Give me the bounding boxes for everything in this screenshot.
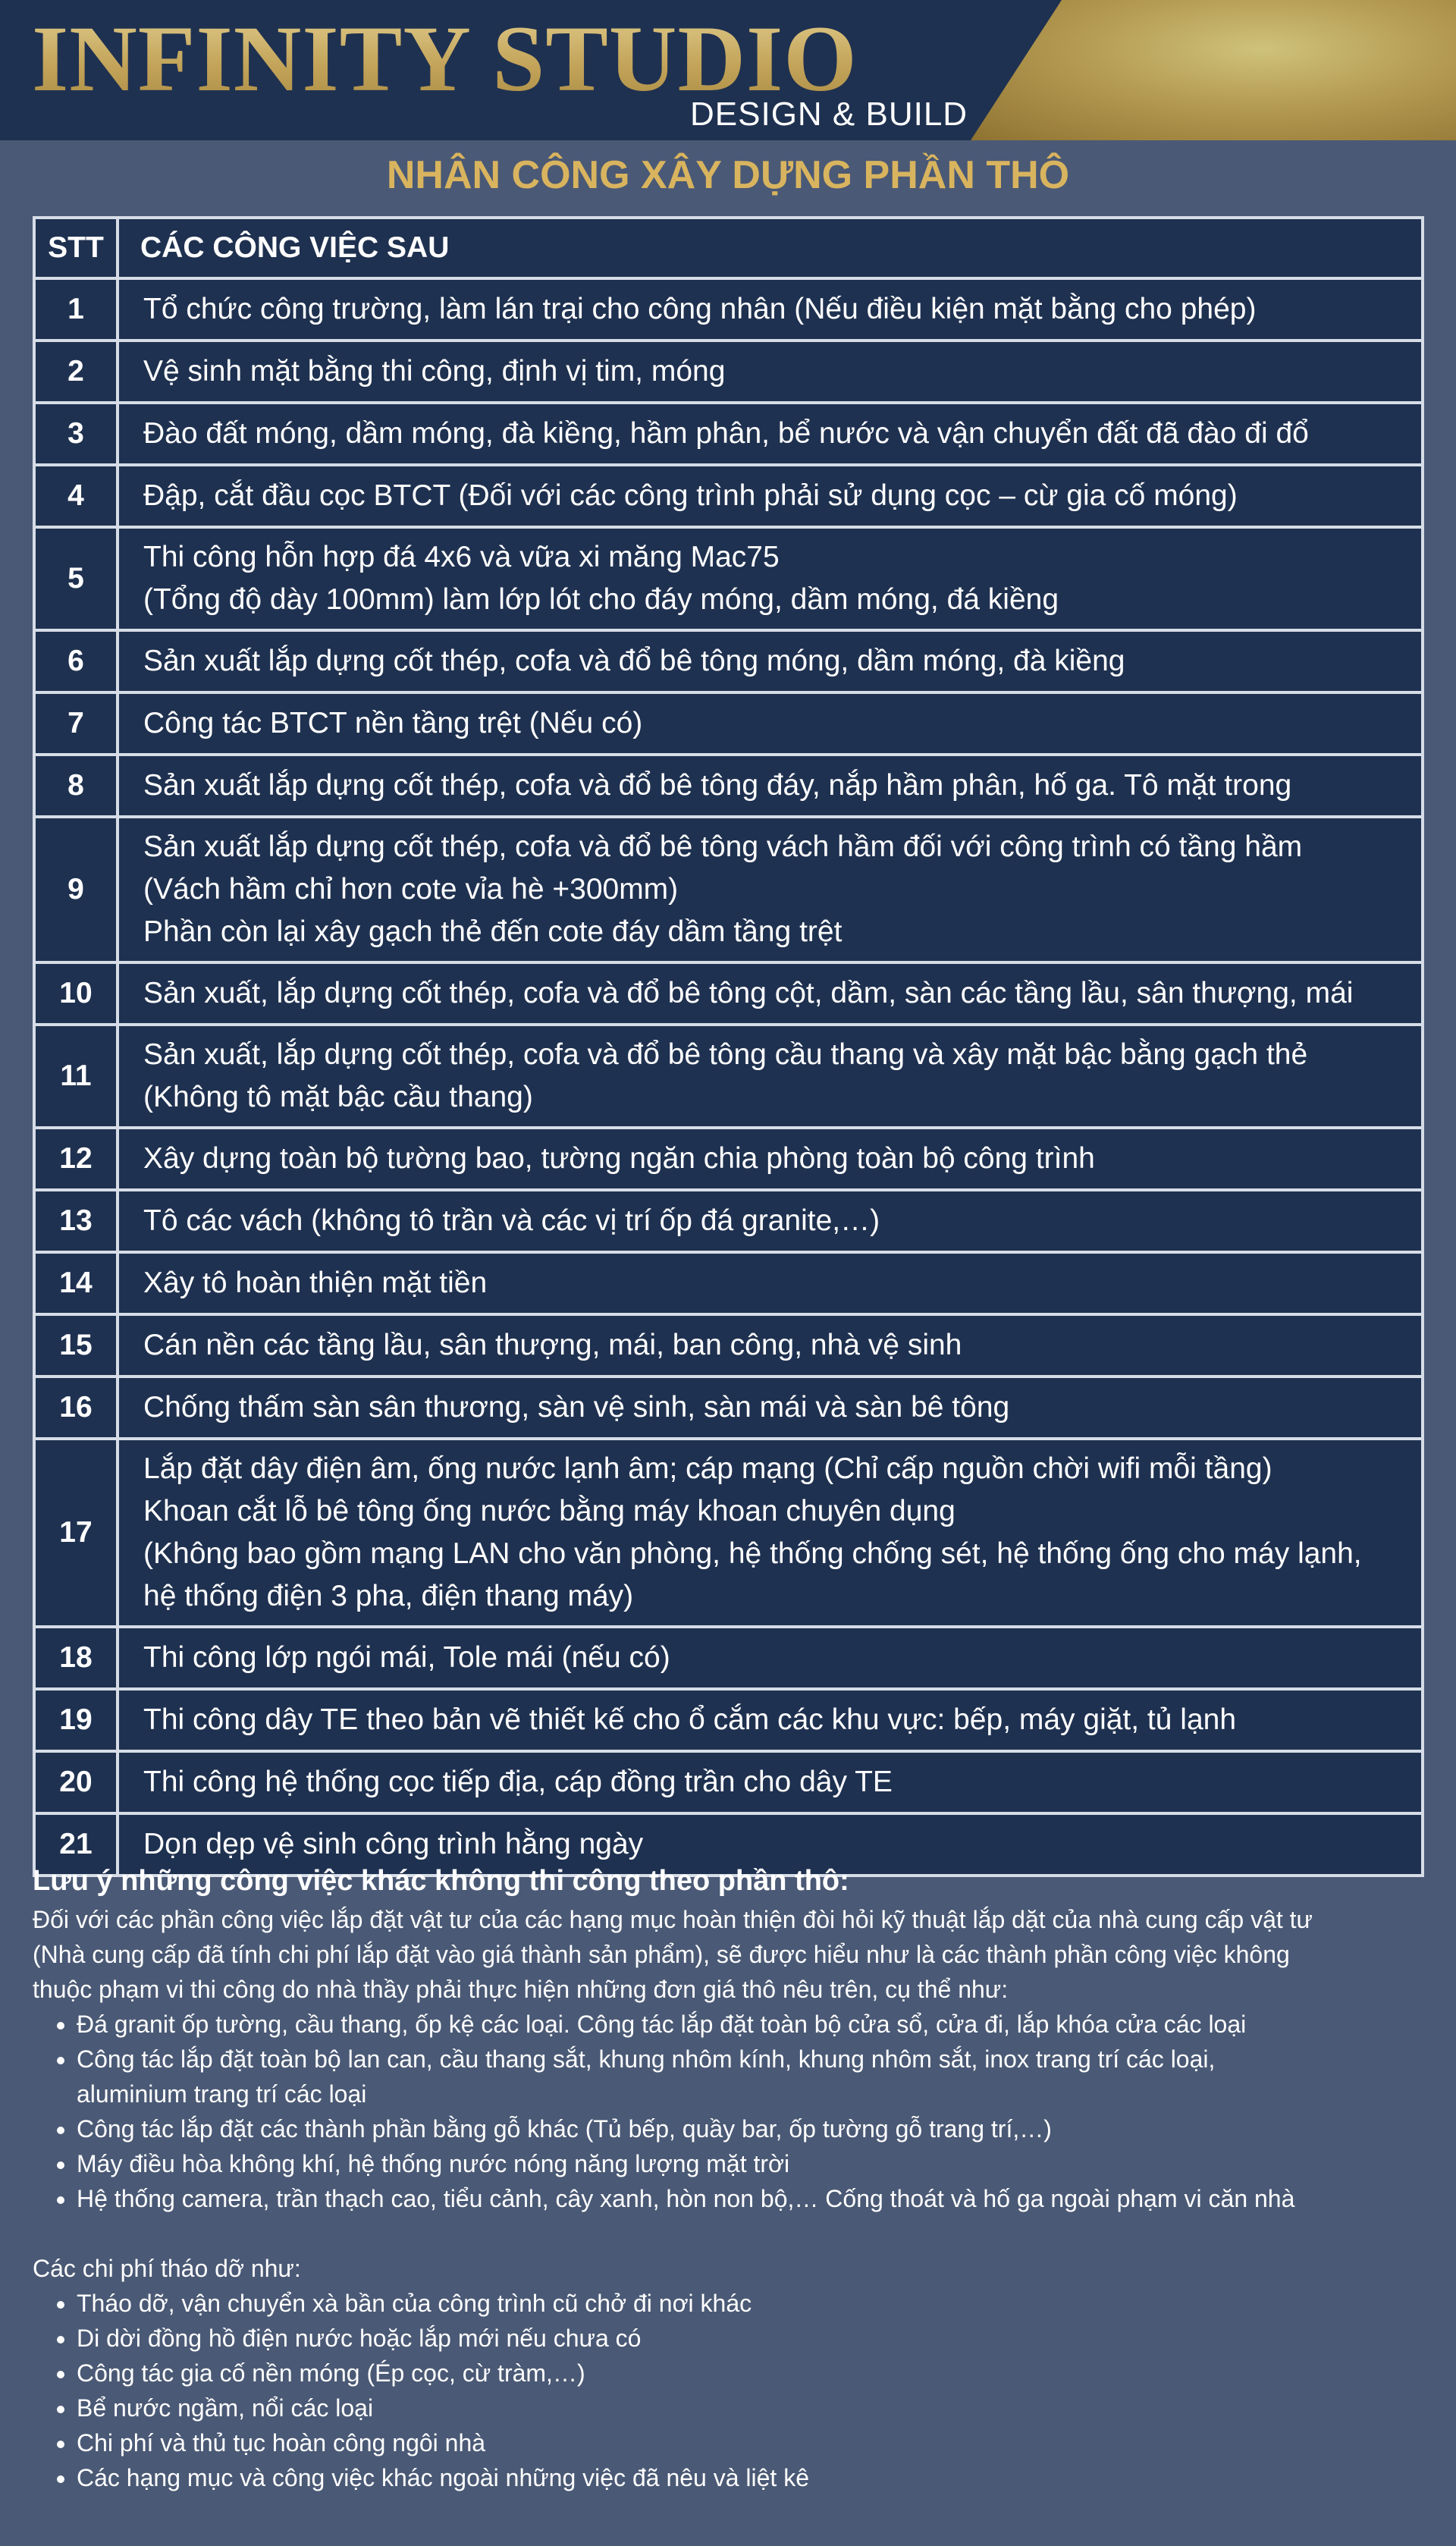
row-number: 13 xyxy=(34,1190,118,1252)
brand-subtitle: DESIGN & BUILD xyxy=(690,96,968,133)
work-line: Tổ chức công trường, làm lán trại cho công nhân (Nếu điều kiện mặt bằng cho phép) xyxy=(143,293,1257,325)
work-line: Lắp đặt dây điện âm, ống nước lạnh âm; cáp mạng (Chỉ cấp nguồn chời wifi mỗi tầng) xyxy=(143,1452,1272,1485)
header-work: CÁC CÔNG VIỆC SAU xyxy=(118,218,1423,278)
list-item: • Máy điều hòa không khí, hệ thống nước nóng năng lượng mặt trời xyxy=(77,2146,1428,2181)
table-row xyxy=(34,1314,1423,1377)
table-row xyxy=(34,755,1423,817)
row-number: 11 xyxy=(34,1025,118,1128)
row-number: 17 xyxy=(34,1439,118,1627)
row-number: 1 xyxy=(34,278,118,341)
notes-intro xyxy=(33,1902,1428,2007)
table-row xyxy=(34,527,1423,630)
list-item: • Chi phí và thủ tục hoàn công ngôi nhà xyxy=(77,2425,1428,2460)
row-number: 6 xyxy=(34,630,118,692)
row-work-description xyxy=(118,278,1423,341)
work-line: Sản xuất lắp dựng cốt thép, cofa và đổ bê tông móng, dầm móng, đà kiềng xyxy=(143,645,1125,677)
work-line: Chống thấm sàn sân thương, sàn vệ sinh, sàn mái và sàn bê tông xyxy=(143,1391,1010,1424)
work-line: (Không tô mặt bậc cầu thang) xyxy=(143,1081,533,1113)
row-work-description xyxy=(118,1025,1423,1128)
table-row xyxy=(34,692,1423,755)
work-line: Sản xuất lắp dựng cốt thép, cofa và đổ bê tông vách hầm đối với công trình có tầng hầm xyxy=(143,830,1303,863)
row-number: 19 xyxy=(34,1689,118,1751)
work-line: Thi công dây TE theo bản vẽ thiết kế cho ổ cắm các khu vực: bếp, máy giặt, tủ lạnh xyxy=(143,1703,1237,1736)
table-row xyxy=(34,1439,1423,1627)
row-work-description xyxy=(118,403,1423,465)
work-line: Đập, cắt đầu cọc BTCT (Đối với các công trình phải sử dụng cọc – cừ gia cố móng) xyxy=(143,479,1238,512)
row-number: 5 xyxy=(34,527,118,630)
table-row xyxy=(34,1252,1423,1314)
table-row xyxy=(34,1751,1423,1813)
row-number: 7 xyxy=(34,692,118,755)
table-row xyxy=(34,465,1423,527)
list-item: • Công tác lắp đặt toàn bộ lan can, cầu thang sắt, khung nhôm kính, khung nhôm sắt, inox trang trí các loại, aluminium trang trí các loại xyxy=(77,2042,1428,2111)
row-work-description xyxy=(118,630,1423,692)
row-work-description xyxy=(118,1439,1423,1627)
table-row xyxy=(34,1689,1423,1751)
work-line: Cán nền các tầng lầu, sân thượng, mái, ban công, nhà vệ sinh xyxy=(143,1329,962,1361)
work-line: Tô các vách (không tô trần và các vị trí ốp đá granite,…) xyxy=(143,1204,880,1237)
row-number: 9 xyxy=(34,817,118,962)
row-work-description xyxy=(118,1314,1423,1377)
list-item: • Hệ thống camera, trần thạch cao, tiểu cảnh, cây xanh, hòn non bộ,… Cống thoát và hố ga ngoài phạm vi căn nhà xyxy=(77,2181,1428,2216)
row-work-description xyxy=(118,1190,1423,1252)
table-row xyxy=(34,817,1423,962)
row-number: 14 xyxy=(34,1252,118,1314)
row-work-description xyxy=(118,1627,1423,1689)
work-line: hệ thống điện 3 pha, điện thang máy) xyxy=(143,1580,634,1612)
work-line: (Vách hầm chỉ hơn cote vỉa hè +300mm) xyxy=(143,873,679,906)
row-work-description xyxy=(118,1252,1423,1314)
list-item: • Tháo dỡ, vận chuyển xà bần của công trình cũ chở đi nơi khác xyxy=(77,2286,1428,2321)
row-work-description xyxy=(118,1751,1423,1813)
page-title: NHÂN CÔNG XÂY DỰNG PHẦN THÔ xyxy=(386,153,1070,197)
header-banner xyxy=(0,0,1456,140)
demolition-heading: Các chi phí tháo dỡ như: xyxy=(33,2255,301,2282)
work-line: Thi công hỗn hợp đá 4x6 và vữa xi măng Mac75 xyxy=(143,541,780,573)
work-line: Xây tô hoàn thiện mặt tiền xyxy=(143,1267,488,1299)
row-work-description xyxy=(118,692,1423,755)
work-line: Vệ sinh mặt bằng thi công, định vị tim, móng xyxy=(143,355,726,388)
work-line: Đào đất móng, dầm móng, đà kiềng, hầm phân, bể nước và vận chuyển đất đã đào đi đổ xyxy=(143,417,1309,450)
table-row xyxy=(34,630,1423,692)
row-number: 12 xyxy=(34,1128,118,1190)
work-line: Thi công lớp ngói mái, Tole mái (nếu có) xyxy=(143,1641,670,1674)
row-work-description xyxy=(118,341,1423,403)
list-item: • Công tác lắp đặt các thành phần bằng gỗ khác (Tủ bếp, quầy bar, ốp tường gỗ trang trí,…) xyxy=(77,2111,1428,2146)
row-work-description xyxy=(118,817,1423,962)
table-header-row xyxy=(34,218,1423,278)
work-line: Xây dựng toàn bộ tường bao, tường ngăn chia phòng toàn bộ công trình xyxy=(143,1142,1095,1175)
row-work-description xyxy=(118,755,1423,817)
row-work-description xyxy=(118,527,1423,630)
row-number: 10 xyxy=(34,962,118,1025)
works-table xyxy=(33,216,1424,1877)
list-item: • Bể nước ngầm, nổi các loại xyxy=(77,2391,1428,2425)
excluded-items-list xyxy=(33,2007,1428,2216)
work-line: Sản xuất, lắp dựng cốt thép, cofa và đổ bê tông cầu thang và xây mặt bậc bằng gạch thẻ xyxy=(143,1038,1308,1071)
row-work-description xyxy=(118,1128,1423,1190)
list-item: • Đá granit ốp tường, cầu thang, ốp kệ các loại. Công tác lắp đặt toàn bộ cửa sổ, cửa đi, lắp khóa cửa các loại xyxy=(77,2007,1428,2042)
list-item: • Công tác gia cố nền móng (Ép cọc, cừ tràm,…) xyxy=(77,2356,1428,2391)
work-line: Thi công hệ thống cọc tiếp địa, cáp đồng trần cho dây TE xyxy=(143,1766,893,1798)
gold-accent-shape xyxy=(971,0,1456,140)
work-line: (Không bao gồm mạng LAN cho văn phòng, hệ thống chống sét, hệ thống ống cho máy lạnh, xyxy=(143,1537,1362,1570)
work-line: Sản xuất lắp dựng cốt thép, cofa và đổ bê tông đáy, nắp hầm phân, hố ga. Tô mặt trong xyxy=(143,769,1292,802)
row-work-description xyxy=(118,1377,1423,1439)
work-line: (Tổng độ dày 100mm) làm lớp lót cho đáy móng, dầm móng, đá kiềng xyxy=(143,583,1059,616)
table-row xyxy=(34,1627,1423,1689)
table-row xyxy=(34,278,1423,341)
row-number: 20 xyxy=(34,1751,118,1813)
row-number: 15 xyxy=(34,1314,118,1377)
work-line: Sản xuất, lắp dựng cốt thép, cofa và đổ bê tông cột, dầm, sàn các tầng lầu, sân thượng, mái xyxy=(143,977,1354,1009)
table-row xyxy=(34,341,1423,403)
table-row xyxy=(34,1128,1423,1190)
notes-intro-line: thuộc phạm vi thi công do nhà thầy phải thực hiện những đơn giá thô nêu trên, cụ thể như: xyxy=(33,1976,1009,2003)
table-row xyxy=(34,1190,1423,1252)
row-number: 3 xyxy=(34,403,118,465)
table-row xyxy=(34,1377,1423,1439)
notes-section xyxy=(33,1860,1428,2495)
row-work-description xyxy=(118,465,1423,527)
work-line: Khoan cắt lỗ bê tông ống nước bằng máy khoan chuyên dụng xyxy=(143,1495,956,1527)
list-item: • Di dời đồng hồ điện nước hoặc lắp mới nếu chưa có xyxy=(77,2321,1428,2356)
header-stt: STT xyxy=(34,218,118,278)
row-number: 4 xyxy=(34,465,118,527)
row-number: 18 xyxy=(34,1627,118,1689)
work-line: Dọn dẹp vệ sinh công trình hằng ngày xyxy=(143,1828,644,1860)
row-work-description xyxy=(118,962,1423,1025)
list-item: • Các hạng mục và công việc khác ngoài những việc đã nêu và liệt kê xyxy=(77,2460,1428,2495)
demolition-list xyxy=(33,2286,1428,2495)
notes-intro-line: (Nhà cung cấp đã tính chi phí lắp đặt vào giá thành sản phẩm), sẽ được hiểu như là các thành phần công việc không xyxy=(33,1941,1290,1968)
table-row xyxy=(34,403,1423,465)
row-number: 8 xyxy=(34,755,118,817)
notes-heading: Lưu ý những công việc khác không thi công theo phần thô: xyxy=(33,1865,849,1897)
work-line: Công tác BTCT nền tầng trệt (Nếu có) xyxy=(143,707,643,739)
row-number: 2 xyxy=(34,341,118,403)
row-number: 21 xyxy=(34,1813,118,1876)
notes-intro-line: Đối với các phần công việc lắp đặt vật tư của các hạng mục hoàn thiện đòi hỏi kỹ thuật lắp dặt của nhà cung cấp vật tư xyxy=(33,1906,1313,1933)
table-row xyxy=(34,1025,1423,1128)
work-line: Phần còn lại xây gạch thẻ đến cote đáy dầm tầng trệt xyxy=(143,915,843,948)
row-work-description xyxy=(118,1689,1423,1751)
row-number: 16 xyxy=(34,1377,118,1439)
table-row xyxy=(34,962,1423,1025)
table-body xyxy=(34,278,1423,1876)
brand-logo-text: INFINITY STUDIO xyxy=(32,7,858,111)
